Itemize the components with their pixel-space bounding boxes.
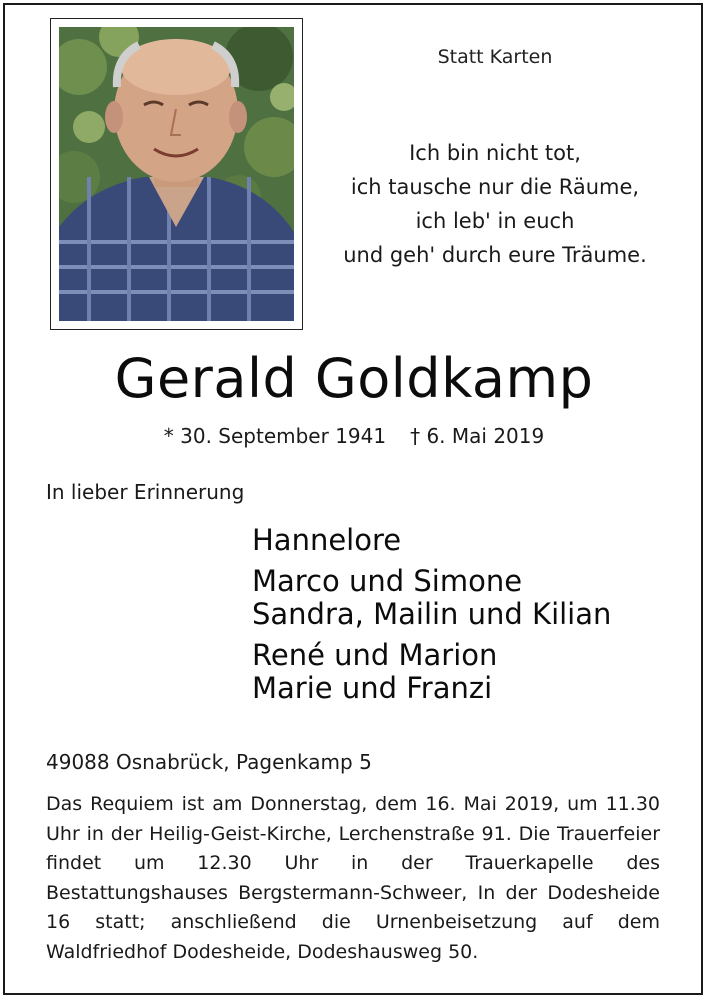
family-member: Marie und Franzi [252,671,493,705]
birth-date: * 30. September 1941 [163,424,387,448]
statt-karten-label: Statt Karten [437,46,553,68]
poem-line: und geh' durch eure Träume. [343,243,647,267]
deceased-name: Gerald Goldkamp [114,347,594,410]
family-member: Marco und Simone [252,564,523,598]
poem [320,136,670,272]
memory-label: In lieber Erinnerung [46,480,245,504]
poem-line: ich tausche nur die Räume, [350,175,640,199]
family-list [252,524,611,713]
family-group [252,524,611,557]
portrait-frame [50,18,303,330]
life-dates [0,424,708,448]
family-group [252,639,611,705]
death-date: † 6. Mai 2019 [410,424,545,448]
address: 49088 Osnabrück, Pagenkamp 5 [46,750,372,774]
poem-line: ich leb' in euch [415,209,575,233]
family-member: Sandra, Mailin und Kilian [252,597,612,631]
poem-line: Ich bin nicht tot, [409,141,581,165]
service-info: Das Requiem ist am Donnerstag, dem 16. Mai 2019, um 11.30 Uhr in der Heilig-Geist-Kirche, Lerchenstraße 91. Die Trauerfeier findet um 12.30 Uhr in der Trauerkapelle des Bestattungshauses Bergstermann-Schweer, In der Dodesheide 16 statt; anschließend die Urnenbeisetzung auf dem Waldfriedhof Dodesheide, Dodeshausweg 50. [46,793,660,963]
family-member: René und Marion [252,638,498,672]
family-group [252,565,611,631]
family-member: Hannelore [252,523,402,557]
portrait-photo [59,27,294,321]
